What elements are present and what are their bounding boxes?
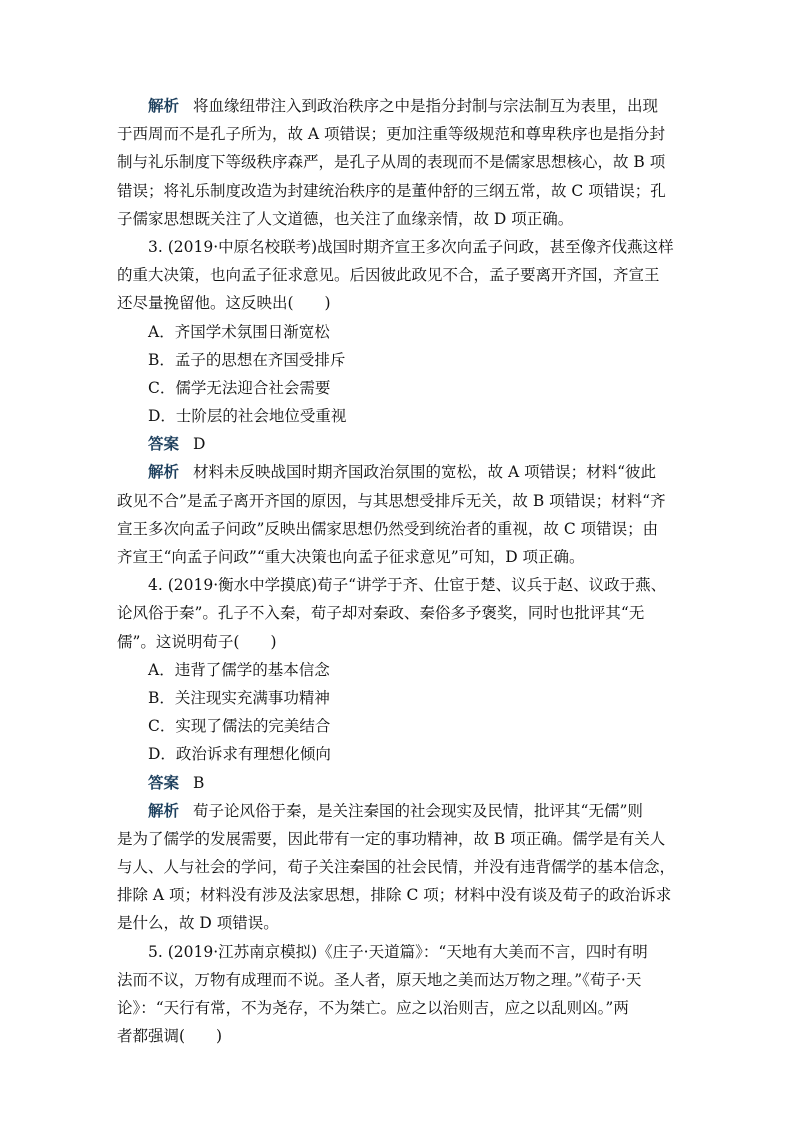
analysis-block-q2 [117,92,689,233]
analysis-line: 制与礼乐制度下等级秩序森严，是孔子从周的表现而不是儒家思想核心，故 B 项 [117,153,666,172]
analysis-line: 是什么，故 D 项错误。 [117,914,279,933]
question-stem-line: 5. (2019·江苏南京模拟)《庄子·天道篇》：“天地有大美而不言，四时有明 [148,942,648,961]
analysis-line: 子儒家思想既关注了人文道德，也关注了血缘亲情，故 D 项正确。 [117,209,574,228]
analysis-line [117,458,689,486]
question-stem-line: 的重大决策，也向孟子征求意见。后因彼此政见不合，孟子要离开齐国，齐宣王 [117,266,660,285]
question-stem-line: 者都强调( ) [117,1027,223,1046]
option-c: C．儒学无法迎合社会需要 [148,378,331,397]
option-d: D．士阶层的社会地位受重视 [148,407,347,426]
question-stem-line: 法而不议，万物有成理而不说。圣人者，原天地之美而达万物之理。”《荀子·天 [117,970,642,989]
analysis-line [117,92,689,120]
option-b: B．孟子的思想在齐国受排斥 [148,350,346,369]
option-a: A．齐国学术氛围日渐宽松 [148,322,330,341]
analysis-line: 齐宣王“向孟子问政”“重大决策也向孟子征求意见”可知，D 项正确。 [117,548,585,566]
answer-line [117,769,689,797]
question-stem-line: 4. (2019·衡水中学摸底)荀子“讲学于齐、仕宦于楚、议兵于赵、议政于燕、 [148,576,667,595]
analysis-label: 解析 [148,462,180,482]
answer-label: 答案 [148,434,180,454]
question-stem-line: 3. (2019·中原名校联考)战国时期齐宣王多次向孟子问政，甚至像齐伐燕这样 [148,237,674,256]
analysis-line: 政见不合”是孟子离开齐国的原因，与其思想受排斥无关，故 B 项错误；材料“齐 [117,491,666,510]
answer-value: B [193,773,205,792]
analysis-line [117,797,689,825]
option-a: A．违背了儒学的基本信念 [148,660,330,679]
question-5 [117,938,689,1051]
answer-label: 答案 [148,772,180,792]
analysis-text: 材料未反映战国时期齐国政治氛围的宽松，故 A 项错误；材料“彼此 [193,463,656,482]
analysis-line: 与人、人与社会的学问，荀子关注秦国的社会民情，并没有违背儒学的基本信念， [117,858,676,877]
analysis-text: 将血缘纽带注入到政治秩序之中是指分封制与宗法制互为表里，出现 [193,97,659,115]
analysis-text: 荀子论风俗于秦，是关注秦国的社会现实及民情，批评其“无儒”则 [193,801,643,820]
analysis-line: 是为了儒学的发展需要，因此带有一定的事功精神，故 B 项正确。儒学是有关人 [117,829,666,848]
analysis-line: 排除 A 项；材料没有涉及法家思想，排除 C 项；材料中没有谈及荀子的政治诉求 [117,886,672,905]
question-4 [117,571,689,937]
question-stem-line: 还尽量挽留他。这反映出( ) [117,294,331,313]
option-b: B．关注现实充满事功精神 [148,688,330,707]
question-stem-line: 儒”。这说明荀子( ) [117,632,277,651]
analysis-line: 宣王多次向孟子问政”反映出儒家思想仍然受到统治者的重视，故 C 项错误；由 [117,519,659,538]
analysis-label: 解析 [148,96,180,115]
option-d: D．政治诉求有理想化倾向 [148,745,331,764]
analysis-label: 解析 [148,800,180,820]
document-page [117,92,689,1050]
answer-value: D [193,435,206,454]
analysis-line: 错误；将礼乐制度改造为封建统治秩序的是董仲舒的三纲五常，故 C 项错误；孔 [117,181,666,200]
option-c: C．实现了儒法的完美结合 [148,717,331,736]
question-3 [117,233,689,571]
answer-line [117,430,689,458]
question-stem-line: 论风俗于秦”。孔子不入秦，荀子却对秦政、秦俗多予褒奖，同时也批评其“无 [117,604,645,623]
analysis-line: 于西周而不是孔子所为，故 A 项错误；更加注重等级规范和尊卑秩序也是指分封 [117,125,666,144]
question-stem-line: 论》：“天行有常，不为尧存，不为桀亡。应之以治则吉，应之以乱则凶。”两 [117,999,629,1017]
